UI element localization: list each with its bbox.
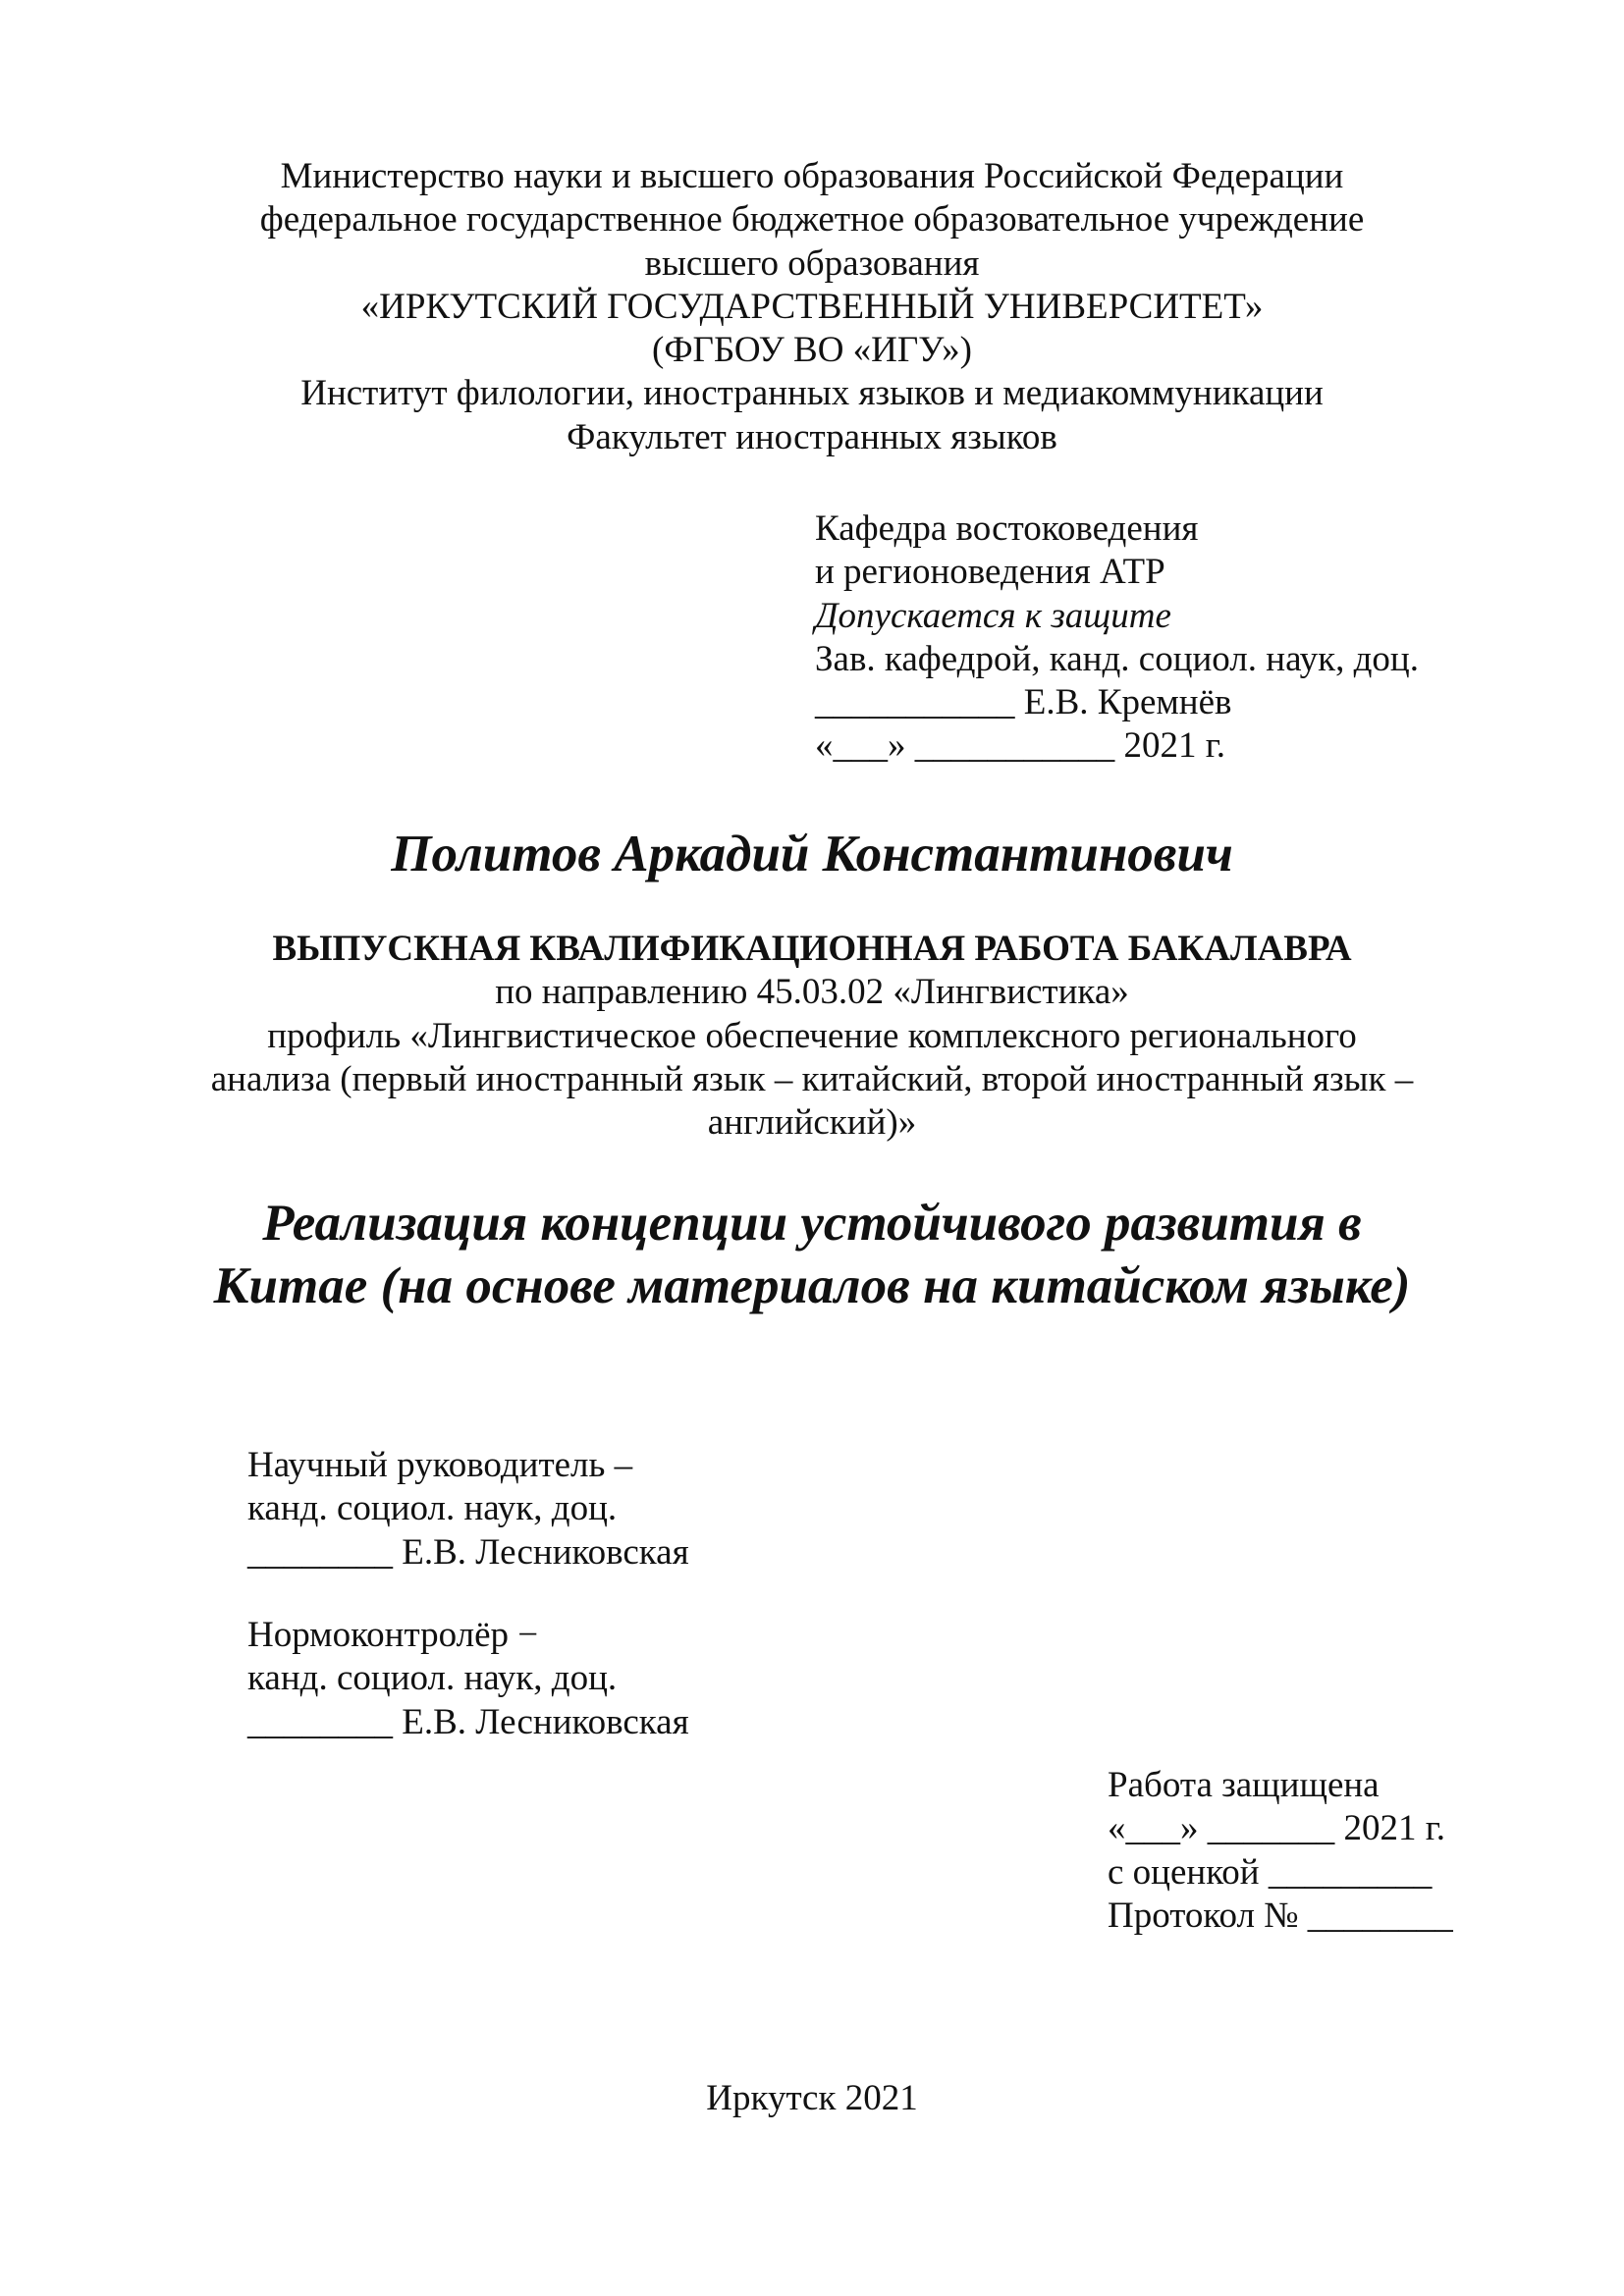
profile-line: профиль «Лингвистическое обеспечение комплексного регионального (267, 1015, 1357, 1056)
supervisor-signature-line: ________ Е.В. Лесниковская (247, 1531, 689, 1573)
approval-date-line: «___» ___________ 2021 г. (815, 725, 1226, 767)
norm-controller-role: Нормоконтролёр − (247, 1615, 539, 1655)
norm-controller-signature-line: ________ Е.В. Лесниковская (247, 1701, 689, 1742)
institute-line: Институт филологии, иностранных языков и медиакоммуникации (300, 373, 1324, 414)
profile-line: анализа (первый иностранный язык – китайский, второй иностранный язык – (210, 1058, 1414, 1099)
ministry-line: Министерство науки и высшего образования Российской Федерации (280, 156, 1344, 196)
university-name-line: «ИРКУТСКИЙ ГОСУДАРСТВЕННЫЙ УНИВЕРСИТЕТ» (360, 286, 1264, 327)
thesis-title-line: Реализация концепции устойчивого развития в (262, 1195, 1362, 1252)
work-type: ВЫПУСКНАЯ КВАЛИФИКАЦИОННАЯ РАБОТА БАКАЛАВРА (272, 929, 1352, 969)
work-type-block (0, 928, 1624, 1145)
head-signature-line: ___________ Е.В. Кремнёв (815, 682, 1232, 723)
city-year: Иркутск 2021 (706, 2078, 918, 2118)
norm-controller-degree: канд. социол. наук, доц. (247, 1658, 618, 1699)
student-name: Политов Аркадий Константинович (391, 826, 1233, 882)
defense-date-line: «___» _______ 2021 г. (1108, 1808, 1446, 1849)
institution-type-line: федеральное государственное бюджетное образовательное учреждение (259, 199, 1365, 240)
supervisor-role: Научный руководитель – (247, 1445, 633, 1485)
protocol-line: Протокол № ________ (1108, 1895, 1453, 1936)
university-abbr-line: (ФГБОУ ВО «ИГУ») (652, 330, 972, 371)
work-defended-label: Работа защищена (1108, 1765, 1380, 1805)
thesis-title-line: Китае (на основе материалов на китайском языке) (213, 1257, 1411, 1314)
profile-line: английский)» (707, 1102, 917, 1144)
ministry-header (0, 155, 1624, 459)
faculty-line: Факультет иностранных языков (567, 416, 1057, 457)
department-approval-block (815, 507, 1419, 769)
department-name-line1: Кафедра востоковедения (815, 508, 1199, 549)
supervisor-degree: канд. социол. наук, доц. (247, 1488, 618, 1529)
grade-line: с оценкой _________ (1108, 1851, 1433, 1893)
education-level-line: высшего образования (644, 242, 980, 284)
head-of-department-title: Зав. кафедрой, канд. социол. наук, доц. (815, 638, 1419, 679)
admitted-to-defense: Допускается к защите (815, 595, 1171, 636)
norm-controller-block (247, 1614, 689, 1744)
defense-block (1108, 1764, 1453, 1938)
study-direction: по направлению 45.03.02 «Лингвистика» (495, 972, 1129, 1013)
thesis-title (0, 1192, 1624, 1317)
department-name-line2: и регионоведения АТР (815, 552, 1165, 593)
supervisor-block (247, 1444, 689, 1575)
